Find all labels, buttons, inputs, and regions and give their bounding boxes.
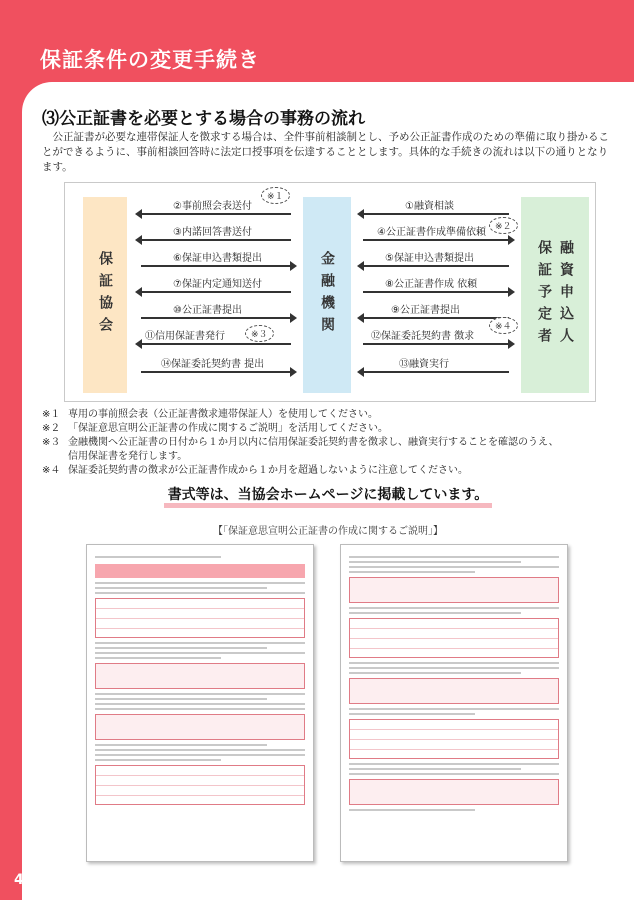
- flow-arrow: [141, 265, 291, 267]
- flow-step-3: ③内諾回答書送付: [173, 227, 252, 238]
- party-label: 融資申込人: [558, 240, 574, 350]
- flow-arrow: [363, 371, 509, 373]
- thumb-line: [95, 556, 221, 558]
- thumb-line: [349, 768, 521, 770]
- thumb-line: [349, 571, 475, 573]
- thumb-line: [349, 809, 475, 811]
- thumb-line: [95, 693, 305, 695]
- flow-arrow: [363, 265, 509, 267]
- thumb-line: [349, 612, 521, 614]
- thumb-line: [95, 642, 305, 644]
- flow-arrow: [141, 291, 291, 293]
- footnote-mark: ※２: [42, 423, 61, 434]
- thumb-table: [349, 618, 559, 658]
- footnote-mark: ※４: [42, 465, 61, 476]
- flow-step-7: ⑦保証内定通知送付: [173, 279, 262, 290]
- flow-arrow: [363, 343, 509, 345]
- page-content: [22, 82, 634, 900]
- footnote: [42, 436, 622, 450]
- thumb-line: [349, 713, 475, 715]
- thumb-line: [349, 773, 559, 775]
- flow-arrow: [141, 239, 291, 241]
- flow-arrow: [141, 343, 291, 345]
- intro-paragraph: 公正証書が必要な連帯保証人を徴求する場合は、全件事前相談制とし、予め公正証書作成のための準備に取り掛かることができるように、事前相談回答時に法定口授事項を伝達することとします。具体的な手続きの流れは以下の通りとなります。: [42, 131, 609, 173]
- footnote-text: 金融機関へ公正証書の日付から１か月以内に信用保証委託契約書を徴求し、融資実行することを確認のうえ、: [68, 437, 559, 448]
- footnote-mark: ※３: [42, 437, 61, 448]
- flow-step-13: ⑬融資実行: [399, 359, 449, 370]
- thumb-line: [95, 652, 305, 654]
- thumb-line: [349, 763, 559, 765]
- document-thumbnail-page-2: [340, 544, 568, 862]
- thumb-table: [95, 598, 305, 638]
- thumb-box: [349, 678, 559, 704]
- thumb-line: [95, 759, 221, 761]
- thumb-line: [95, 657, 221, 659]
- party-label: 保証予定者: [536, 240, 552, 350]
- thumb-line: [95, 708, 305, 710]
- page-number: 47: [14, 872, 34, 888]
- flow-step-8: ⑧公正証書作成 依頼: [385, 279, 478, 290]
- section-title: ⑶公正証書を必要とする場合の事務の流れ: [42, 109, 365, 129]
- thumb-line: [349, 556, 559, 558]
- note-badge-3: ※３: [245, 325, 274, 342]
- thumb-table: [349, 719, 559, 759]
- note-badge-1: ※１: [261, 187, 290, 204]
- thumb-title-ribbon: [95, 564, 305, 578]
- thumb-line: [95, 744, 267, 746]
- footnote-text: 保証委託契約書の徴求が公正証書作成から１か月を超過しないように注意してください。: [68, 465, 468, 476]
- flow-step-11: ⑪信用保証書発行: [145, 331, 225, 342]
- thumb-line: [349, 708, 559, 710]
- thumb-box: [349, 779, 559, 805]
- party-label: 保証協会: [97, 251, 113, 339]
- document-caption: 【「保証意思宣明公正証書の作成に関するご説明」】: [213, 526, 443, 537]
- footnote-text: 「保証意思宣明公正証書の作成に関するご説明」を活用してください。: [68, 423, 388, 434]
- party-label: 金融機関: [319, 251, 335, 339]
- flow-step-5: ⑤保証申込書類提出: [385, 253, 474, 264]
- thumb-line: [95, 582, 305, 584]
- thumb-line: [95, 698, 267, 700]
- flow-step-1: ①融資相談: [405, 201, 454, 212]
- flow-arrow: [363, 213, 509, 215]
- footnote-text: 専用の事前照会表（公正証書徴求連帯保証人）を使用してください。: [68, 409, 378, 420]
- flow-arrow: [363, 317, 509, 319]
- thumb-line: [95, 587, 267, 589]
- note-badge-2: ※２: [489, 217, 518, 234]
- footnotes: [42, 408, 622, 478]
- party-applicants: [521, 197, 589, 393]
- thumb-line: [95, 754, 305, 756]
- flow-step-14: ⑭保証委託契約書 提出: [161, 359, 265, 370]
- flow-arrow: [141, 371, 291, 373]
- flow-step-10: ⑩公正証書提出: [173, 305, 242, 316]
- flow-arrow: [141, 213, 291, 215]
- thumb-line: [349, 607, 559, 609]
- note-badge-4: ※４: [489, 317, 518, 334]
- thumb-line: [95, 592, 305, 594]
- thumb-line: [349, 566, 559, 568]
- thumb-line: [349, 561, 521, 563]
- flow-arrow: [141, 317, 291, 319]
- process-flow-diagram: [64, 182, 596, 402]
- flow-arrow: [363, 239, 509, 241]
- footnote: [42, 464, 622, 478]
- flow-arrow: [363, 291, 509, 293]
- flow-step-9: ⑨公正証書提出: [391, 305, 460, 316]
- thumb-line: [349, 672, 521, 674]
- homepage-notice: [22, 484, 634, 504]
- thumb-line: [95, 647, 267, 649]
- footnote: [42, 408, 622, 422]
- party-guarantee-association: [83, 197, 127, 393]
- homepage-notice-text: 書式等は、当協会ホームページに掲載しています。: [164, 487, 493, 508]
- thumb-line: [349, 662, 559, 664]
- document-thumbnail-page-1: [86, 544, 314, 862]
- flow-step-12: ⑫保証委託契約書 徴求: [371, 331, 475, 342]
- footnote-mark: ※１: [42, 409, 61, 420]
- thumb-line: [349, 667, 559, 669]
- footnote: [42, 422, 622, 436]
- footnote-continuation: 信用保証書を発行します。: [68, 451, 188, 462]
- flow-step-2: ②事前照会表送付: [173, 201, 252, 212]
- thumb-box: [349, 577, 559, 603]
- thumb-line: [95, 703, 305, 705]
- thumb-box: [95, 714, 305, 740]
- thumb-box: [95, 663, 305, 689]
- flow-step-4: ④公正証書作成準備依頼: [377, 227, 486, 238]
- thumb-line: [95, 749, 305, 751]
- header-title: 保証条件の変更手続き: [40, 48, 260, 72]
- party-financial-institution: [303, 197, 351, 393]
- flow-step-6: ⑥保証申込書類提出: [173, 253, 262, 264]
- thumb-table: [95, 765, 305, 805]
